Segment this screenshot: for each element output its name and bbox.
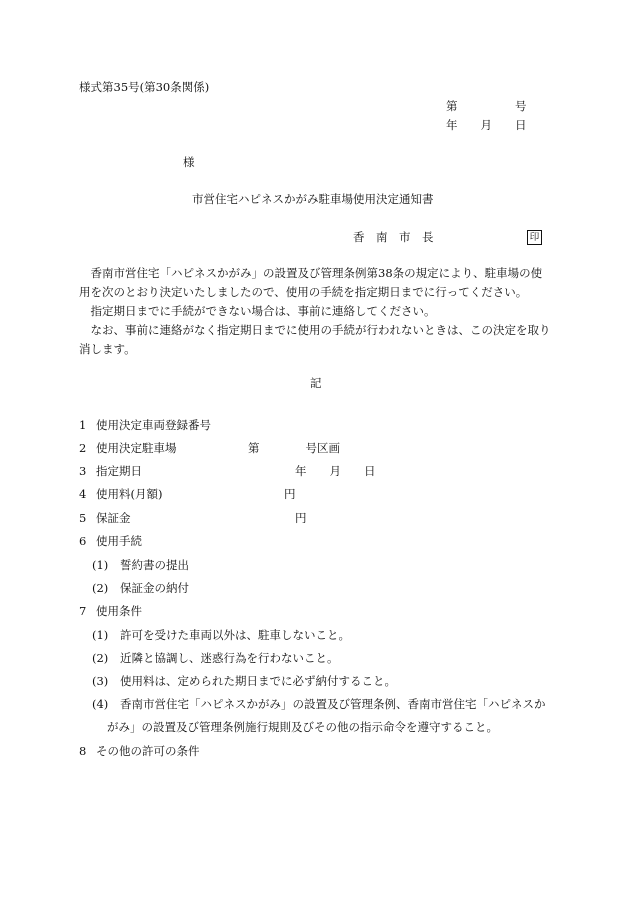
item-7-number: 7	[79, 604, 87, 618]
item-3-number: 3	[79, 464, 87, 478]
item-7-sub-1-number: (1)	[92, 628, 109, 642]
item-1-label: 使用決定車両登録番号	[96, 418, 211, 432]
addressee-suffix: 様	[183, 155, 195, 169]
item-6-label: 使用手続	[96, 534, 142, 548]
document-title: 市営住宅ハピネスかがみ駐車場使用決定通知書	[192, 192, 434, 206]
item-3-label: 指定期日	[96, 464, 142, 478]
item-4-label: 使用料(月額)	[96, 487, 163, 501]
item-4-number: 4	[79, 487, 87, 501]
item-7-sub-4-continuation: がみ」の設置及び管理条例施行規則及びその他の指示命令を遵守すること。	[107, 720, 498, 734]
item-6-sub-1-text: 誓約書の提出	[120, 558, 189, 572]
item-6-sub-1-number: (1)	[92, 558, 109, 572]
item-4-value: 円	[284, 487, 296, 501]
seal-mark: 印	[527, 230, 542, 245]
item-3-value: 年 月 日	[295, 464, 376, 478]
item-7-sub-2-text: 近隣と協調し、迷惑行為を行わないこと。	[120, 651, 339, 665]
item-7-sub-1-text: 許可を受けた車両以外は、駐車しないこと。	[120, 628, 350, 642]
item-6-sub-2-number: (2)	[92, 581, 109, 595]
form-number: 様式第35号(第30条関係)	[79, 80, 210, 94]
document-number: 第 号	[446, 99, 527, 113]
body-paragraph-3: なお、事前に連絡がなく指定期日までに使用の手続が行われないときは、この決定を取り消します。	[79, 323, 551, 356]
item-5-label: 保証金	[96, 511, 131, 525]
item-7-sub-4-text: 香南市営住宅「ハピネスかがみ」の設置及び管理条例、香南市営住宅「ハピネスか	[120, 697, 546, 711]
item-5-number: 5	[79, 511, 87, 525]
item-7-sub-3-number: (3)	[92, 674, 109, 688]
item-2-value: 第 号区画	[248, 441, 340, 455]
issuer-name: 香 南 市 長	[353, 230, 434, 244]
issue-date: 年 月 日	[446, 118, 527, 132]
body-paragraph-2: 指定期日までに手続ができない場合は、事前に連絡してください。	[90, 304, 436, 318]
item-7-label: 使用条件	[96, 604, 142, 618]
ki-heading: 記	[310, 376, 322, 390]
item-6-number: 6	[79, 534, 87, 548]
item-1-number: 1	[79, 418, 87, 432]
item-7-sub-3-text: 使用料は、定められた期日までに必ず納付すること。	[120, 674, 396, 688]
item-6-sub-2-text: 保証金の納付	[120, 581, 189, 595]
item-2-label: 使用決定駐車場	[96, 441, 177, 455]
item-7-sub-4-number: (4)	[92, 697, 109, 711]
item-8-number: 8	[79, 744, 87, 758]
item-7-sub-2-number: (2)	[92, 651, 109, 665]
item-8-label: その他の許可の条件	[96, 744, 200, 758]
item-2-number: 2	[79, 441, 87, 455]
item-5-value: 円	[295, 511, 307, 525]
body-paragraph-1: 香南市営住宅「ハピネスかがみ」の設置及び管理条例第38条の規定により、駐車場の使用を次のとおり決定いたしましたので、使用の手続を指定期日までに行ってください。	[79, 266, 543, 299]
